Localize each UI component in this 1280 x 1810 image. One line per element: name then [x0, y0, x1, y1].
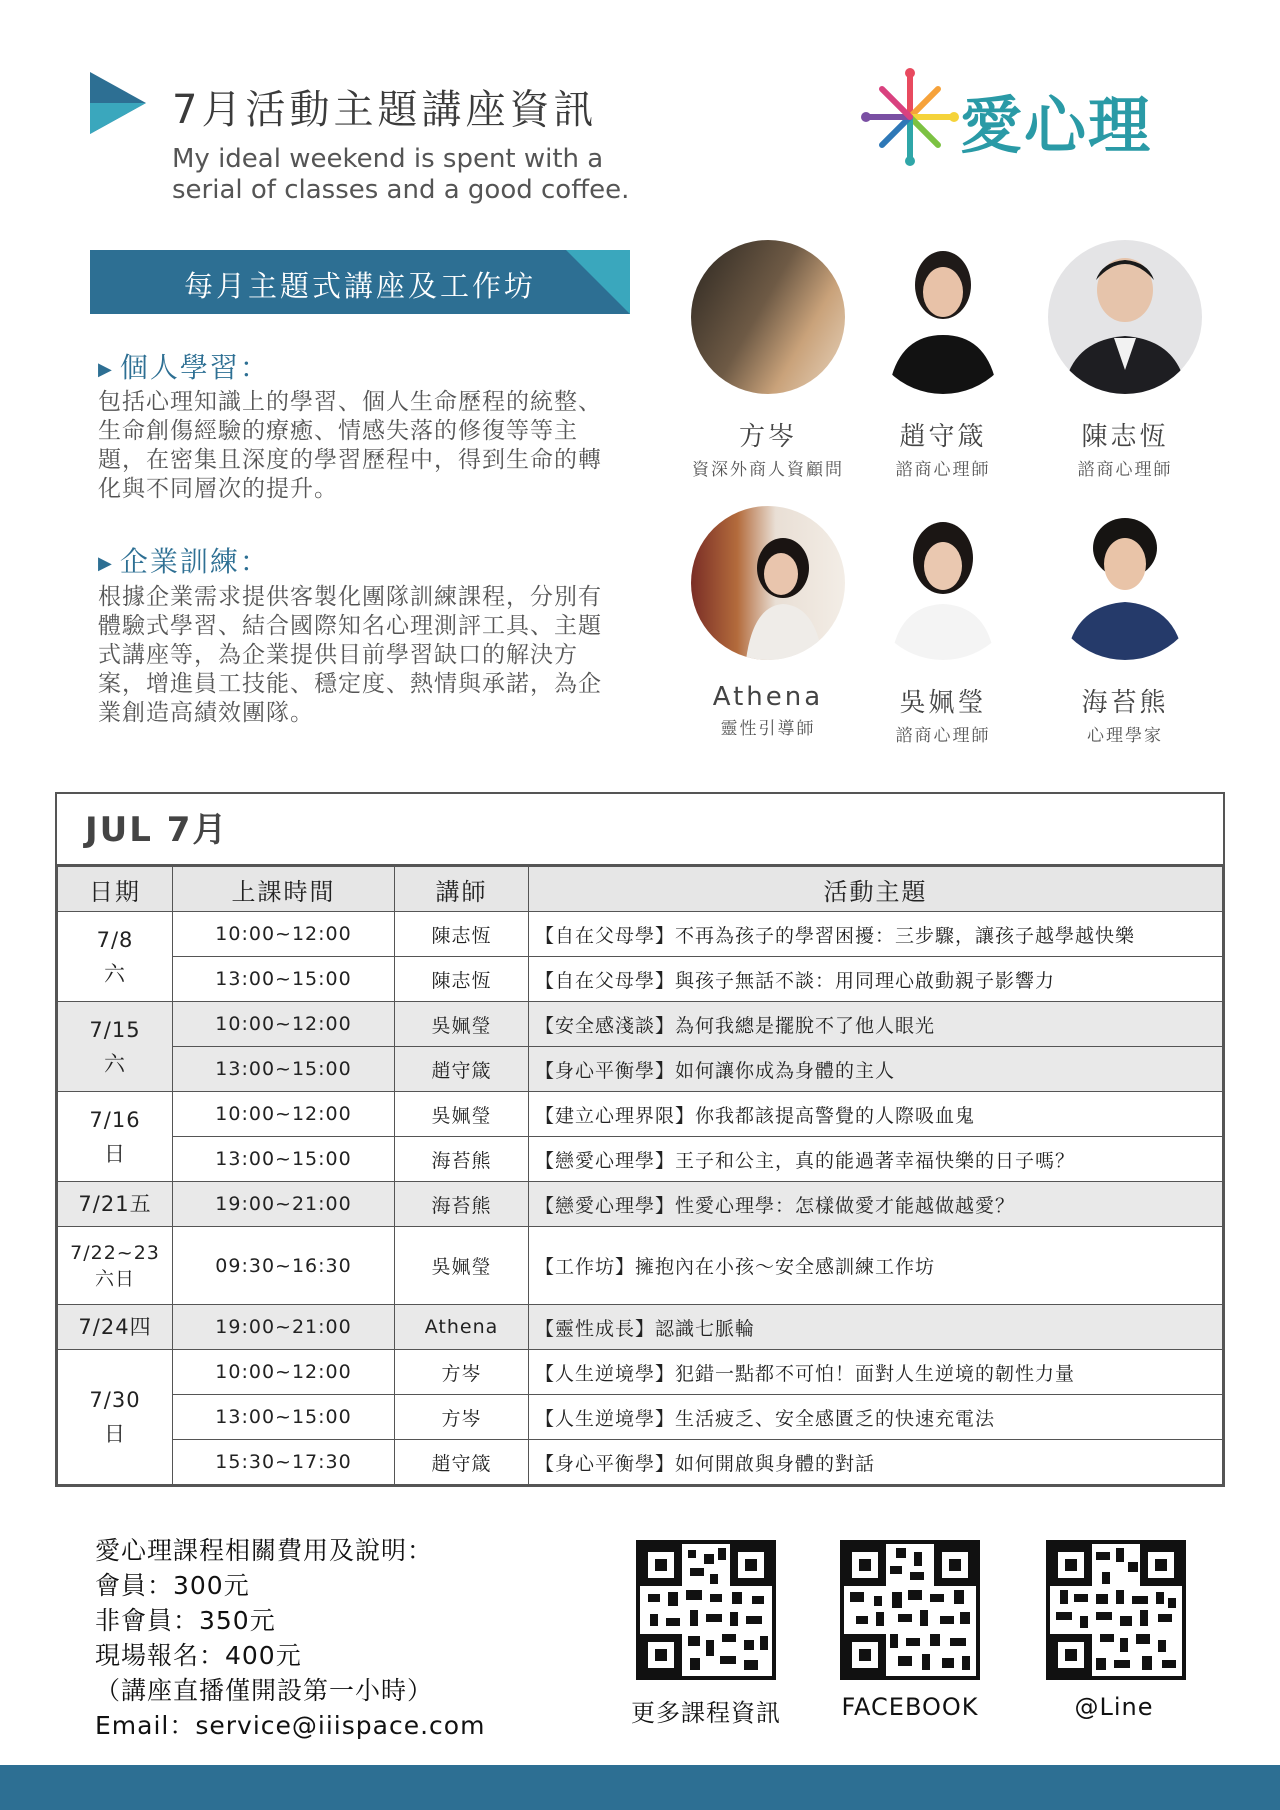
time-cell: 10:00~12:00 [173, 912, 395, 957]
column-header-date: 日期 [58, 867, 173, 912]
speaker-role: 心理學家 [1087, 726, 1163, 746]
topic-cell: 【靈性成長】認識七脈輪 [529, 1305, 1223, 1350]
table-row [58, 1137, 1223, 1182]
date-cell: 7/22~23 六日 [58, 1227, 173, 1305]
bullet-arrow-icon: ▶ [98, 358, 114, 380]
time-cell: 09:30~16:30 [173, 1227, 395, 1305]
topic-cell: 【人生逆境學】犯錯一點都不可怕！面對人生逆境的韌性力量 [529, 1350, 1223, 1395]
column-header-teacher: 講師 [395, 867, 529, 912]
teacher-cell: Athena [395, 1305, 529, 1350]
triangle-logo-icon [90, 72, 146, 134]
fee-note: （講座直播僅開設第一小時） [95, 1676, 434, 1705]
date-cell: 7/30 日 [58, 1350, 173, 1485]
qr-code-icon[interactable] [636, 1540, 776, 1680]
teacher-cell: 趙守箴 [395, 1047, 529, 1092]
fee-heading: 愛心理課程相關費用及說明： [95, 1536, 434, 1565]
table-row [58, 1227, 1223, 1305]
table-row [58, 957, 1223, 1002]
topic-cell: 【身心平衡學】如何開啟與身體的對話 [529, 1440, 1223, 1485]
section-body-corporate: 根據企業需求提供客製化團隊訓練課程，分別有體驗式學習、結合國際知名心理測評工具、主題式講座等，為企業提供目前學習缺口的解決方案，增進員工技能、穩定度、熱情與承諾，為企業創造高績效團隊。 [98, 584, 602, 726]
teacher-cell: 陳志恆 [395, 957, 529, 1002]
speaker-card [668, 240, 868, 480]
time-cell: 10:00~12:00 [173, 1350, 395, 1395]
column-header-topic: 活動主題 [529, 867, 1223, 912]
schedule-table [55, 792, 1225, 1487]
speaker-name: 吳姵瑩 [899, 688, 987, 718]
footer-bar [0, 1765, 1280, 1810]
speaker-name: 趙守箴 [899, 422, 987, 452]
schedule-body [58, 912, 1223, 1485]
page-subtitle: My ideal weekend is spent with a serial of classes and a good coffee. [172, 144, 630, 205]
column-header-time: 上課時間 [173, 867, 395, 912]
speaker-photo [866, 506, 1020, 660]
teacher-cell: 陳志恆 [395, 912, 529, 957]
date-cell: 7/15 六 [58, 1002, 173, 1092]
schedule-title: JUL 7月 [57, 794, 1223, 866]
table-row [58, 912, 1223, 957]
time-cell: 13:00~15:00 [173, 1137, 395, 1182]
topic-cell: 【人生逆境學】生活疲乏、安全感匱乏的快速充電法 [529, 1395, 1223, 1440]
table-row [58, 1002, 1223, 1047]
topic-cell: 【建立心理界限】你我都該提高警覺的人際吸血鬼 [529, 1092, 1223, 1137]
speaker-name: 海苔熊 [1081, 688, 1169, 718]
topic-cell: 【安全感淺談】為何我總是擺脫不了他人眼光 [529, 1002, 1223, 1047]
topic-cell: 【戀愛心理學】王子和公主，真的能過著幸福快樂的日子嗎？ [529, 1137, 1223, 1182]
speaker-card [843, 506, 1043, 746]
topic-cell: 【自在父母學】不再為孩子的學習困擾：三步驟，讓孩子越學越快樂 [529, 912, 1223, 957]
teacher-cell: 吳姵瑩 [395, 1002, 529, 1047]
pinwheel-logo-icon [860, 62, 960, 172]
date-cell: 7/24四 [58, 1305, 173, 1350]
speaker-name: 陳志恆 [1081, 422, 1169, 452]
topic-cell: 【身心平衡學】如何讓你成為身體的主人 [529, 1047, 1223, 1092]
teacher-cell: 海苔熊 [395, 1182, 529, 1227]
time-cell: 13:00~15:00 [173, 1395, 395, 1440]
speaker-card [1025, 506, 1225, 746]
section-banner [90, 250, 630, 314]
teacher-cell: 趙守箴 [395, 1440, 529, 1485]
time-cell: 19:00~21:00 [173, 1305, 395, 1350]
topic-cell: 【戀愛心理學】性愛心理學：怎樣做愛才能越做越愛？ [529, 1182, 1223, 1227]
teacher-cell: 吳姵瑩 [395, 1227, 529, 1305]
table-row [58, 1305, 1223, 1350]
banner-label: 每月主題式講座及工作坊 [183, 269, 536, 303]
topic-cell: 【工作坊】擁抱內在小孩～安全感訓練工作坊 [529, 1227, 1223, 1305]
qr-label-more-courses: 更多課程資訊 [631, 1699, 781, 1727]
fee-member: 會員：300元 [95, 1571, 250, 1600]
speaker-role: 靈性引導師 [720, 719, 816, 739]
time-cell: 13:00~15:00 [173, 957, 395, 1002]
teacher-cell: 吳姵瑩 [395, 1092, 529, 1137]
table-row [58, 1395, 1223, 1440]
qr-label-line: @Line [1074, 1693, 1154, 1721]
qr-code-icon[interactable] [1046, 1540, 1186, 1680]
date-cell: 7/16 日 [58, 1092, 173, 1182]
table-row [58, 1047, 1223, 1092]
date-cell: 7/21五 [58, 1182, 173, 1227]
speaker-photo [691, 240, 845, 394]
teacher-cell: 方岑 [395, 1395, 529, 1440]
table-row [58, 1092, 1223, 1137]
speaker-card [843, 240, 1043, 480]
date-cell: 7/8 六 [58, 912, 173, 1002]
section-body-personal: 包括心理知識上的學習、個人生命歷程的統整、生命創傷經驗的療癒、情感失落的修復等等主題，在密集且深度的學習歷程中，得到生命的轉化與不同層次的提升。 [98, 389, 602, 502]
speaker-photo [1048, 506, 1202, 660]
time-cell: 10:00~12:00 [173, 1092, 395, 1137]
fee-info [95, 1533, 485, 1743]
qr-code-icon[interactable] [840, 1540, 980, 1680]
table-row [58, 1440, 1223, 1485]
qr-label-facebook: FACEBOOK [841, 1693, 979, 1721]
section-heading-corporate: ▶ 企業訓練： [98, 545, 270, 578]
speaker-photo [1048, 240, 1202, 394]
speaker-name: Athena [712, 682, 824, 712]
contact-email[interactable]: Email：service@iiispace.com [95, 1711, 486, 1740]
speaker-card [668, 506, 868, 739]
table-row [58, 1350, 1223, 1395]
speaker-photo [691, 506, 845, 660]
speaker-card [1025, 240, 1225, 480]
brand-logo [860, 62, 1200, 177]
speaker-role: 諮商心理師 [1077, 460, 1173, 480]
teacher-cell: 海苔熊 [395, 1137, 529, 1182]
speaker-role: 資深外商人資顧問 [692, 460, 844, 480]
time-cell: 10:00~12:00 [173, 1002, 395, 1047]
brand-name: 愛心理 [960, 89, 1153, 162]
fee-non-member: 非會員：350元 [95, 1606, 276, 1635]
speaker-role: 諮商心理師 [895, 460, 991, 480]
speaker-role: 諮商心理師 [895, 726, 991, 746]
section-heading-personal: ▶ 個人學習： [98, 351, 270, 384]
time-cell: 19:00~21:00 [173, 1182, 395, 1227]
table-row [58, 1182, 1223, 1227]
time-cell: 13:00~15:00 [173, 1047, 395, 1092]
speaker-photo [866, 240, 1020, 394]
page-title: 7月活動主題講座資訊 [172, 87, 598, 133]
speaker-name: 方岑 [738, 422, 797, 452]
teacher-cell: 方岑 [395, 1350, 529, 1395]
time-cell: 15:30~17:30 [173, 1440, 395, 1485]
topic-cell: 【自在父母學】與孩子無話不談：用同理心啟動親子影響力 [529, 957, 1223, 1002]
bullet-arrow-icon: ▶ [98, 552, 114, 574]
fee-onsite: 現場報名：400元 [95, 1641, 302, 1670]
